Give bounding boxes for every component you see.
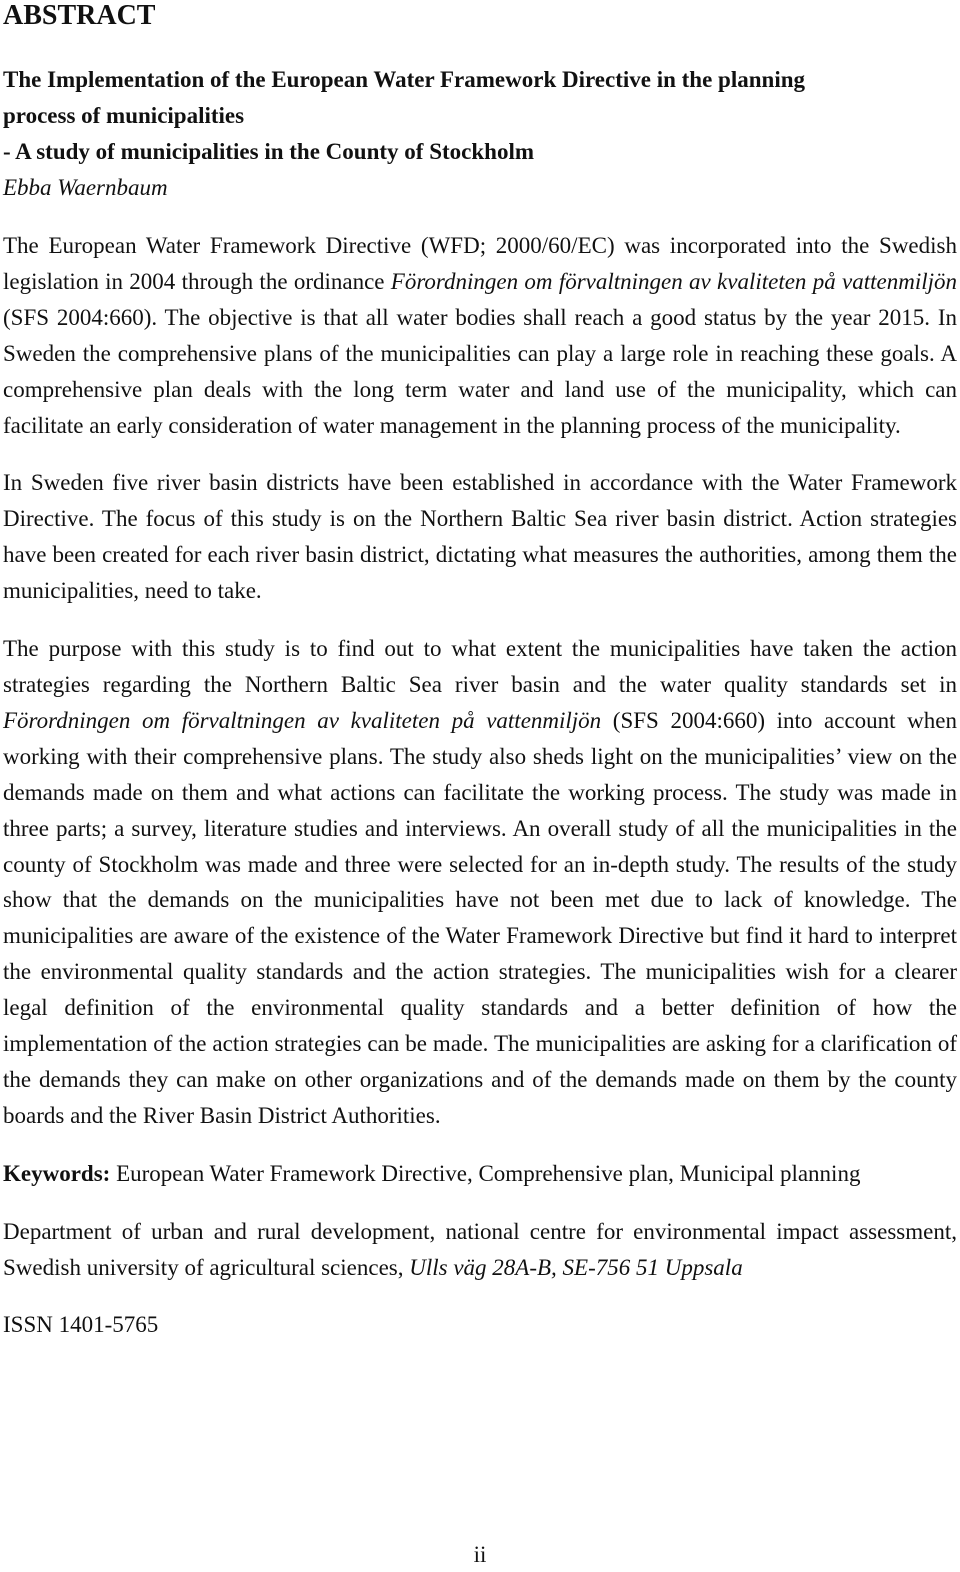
abstract-paragraph-3 <box>3 631 957 1134</box>
thesis-title-line-2: process of municipalities <box>3 103 245 128</box>
abstract-paragraph-1 <box>3 228 957 443</box>
page-number: ii <box>473 1542 487 1567</box>
keywords <box>3 1156 957 1192</box>
paragraph-3-text-b: (SFS 2004:660) into account when working with their comprehensive plans. The study also sheds light on the municipalities’ view on the demands made on them and what actions can facilitate the working process. The study was made in three parts; a survey, literature studies and interviews. An overall study of all the municipalities in the county of Stockholm was made and three were selected for an in-depth study. The results of the study show that the demands on the municipalities have not been met due to lack of knowledge. The municipalities are aware of the existence of the Water Framework Directive but find it hard to interpret the environmental quality standards and the action strategies. The municipalities wish for a clearer legal definition of the environmental quality standards and a better definition of how the implementation of the action strategies can be made. The municipalities are asking for a clarification of the demands they can make on other organizations and of the demands made on them by the county boards and the River Basin District Authorities. <box>3 707 957 1128</box>
thesis-title-block <box>3 62 957 206</box>
thesis-title-line-1: The Implementation of the European Water Framework Directive in the planning <box>3 67 806 92</box>
department-address: Ulls väg 28A-B, SE-756 51 Uppsala <box>409 1254 743 1280</box>
document-page <box>3 0 957 1343</box>
paragraph-3-text-a: The purpose with this study is to find out to what extent the municipalities have taken the action strategies regarding the Northern Baltic Sea river basin and the water quality standards set in <box>3 636 957 697</box>
department-affiliation <box>3 1214 957 1286</box>
issn: ISSN 1401-5765 <box>3 1312 159 1338</box>
department-text: Department of urban and rural development, national centre for environmental impact assessment, Swedish university of agricultural sciences, <box>3 1218 957 1280</box>
ordinance-name: Förordningen om förvaltningen av kvaliteten på vattenmiljön <box>390 268 957 294</box>
thesis-subtitle: - A study of municipalities in the County of Stockholm <box>3 139 534 164</box>
paragraph-1-text-a: The European Water Framework Directive (WFD; 2000/60/EC) was incorporated into the Swedish legislation in 2004 through the ordinance <box>3 233 957 294</box>
paragraph-1-text-b: (SFS 2004:660). The objective is that all water bodies shall reach a good status by the year 2015. In Sweden the comprehensive plans of the municipalities can play a large role in reaching these goals. A comprehensive plan deals with the long term water and land use of the municipality, which can facilitate an early consideration of water management in the planning process of the municipality. <box>3 304 957 438</box>
abstract-paragraph-2: In Sweden five river basin districts have been established in accordance with the Water Framework Directive. The focus of this study is on the Northern Baltic Sea river basin district. Action strategies have been created for each river basin district, dictating what measures the authorities, among them the municipalities, need to take. <box>3 470 957 604</box>
ordinance-name-2: Förordningen om förvaltningen av kvaliteten på vattenmiljön <box>3 707 602 733</box>
keywords-text: European Water Framework Directive, Comprehensive plan, Municipal planning <box>110 1160 861 1186</box>
abstract-heading: ABSTRACT <box>3 0 156 31</box>
author-name: Ebba Waernbaum <box>3 175 168 200</box>
keywords-label: Keywords: <box>3 1160 111 1186</box>
